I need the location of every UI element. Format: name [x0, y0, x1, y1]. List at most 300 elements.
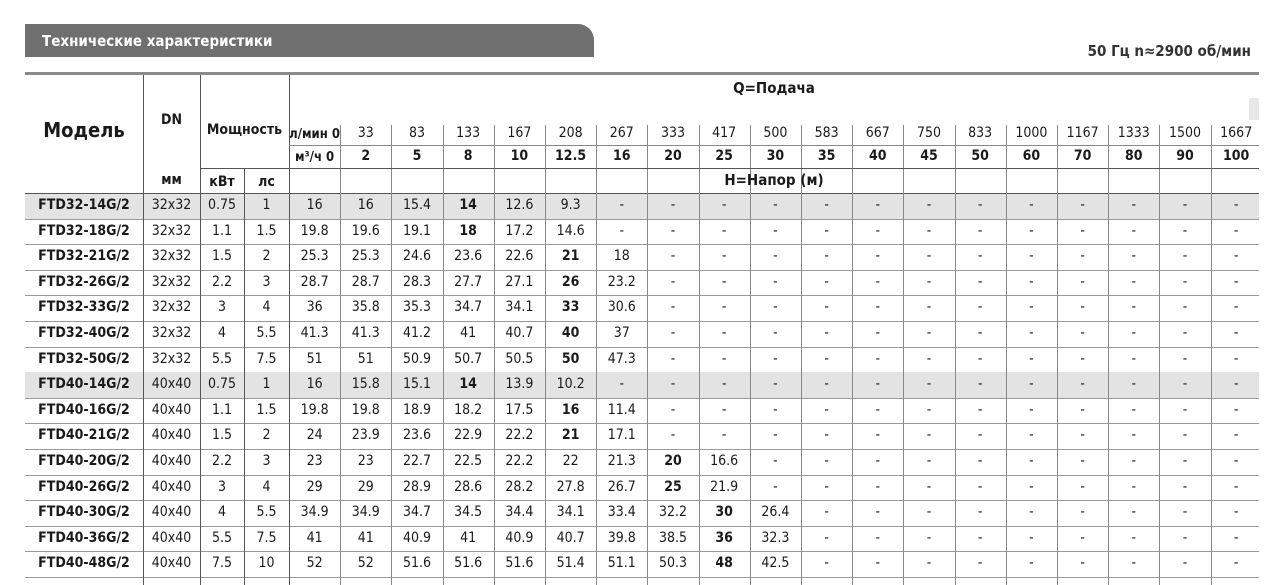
head-value: - [1182, 325, 1188, 341]
header-flow-title: Q=Подача [733, 79, 815, 97]
head-value: 25.3 [300, 248, 329, 265]
head-value: 40.7 [505, 325, 534, 341]
head-value: - [824, 273, 829, 290]
flow-lmin-value: 167 [507, 125, 532, 141]
head-value: - [926, 376, 932, 393]
head-value: 32.3 [761, 529, 790, 546]
model-kw: 1.5 [211, 248, 233, 265]
head-value: - [773, 453, 778, 469]
model-kw: 1.1 [211, 401, 233, 418]
model-kw: 1.1 [211, 222, 233, 239]
flow-lmin-value: 1500 [1168, 125, 1201, 141]
head-value: - [875, 401, 881, 418]
head-value: 34.5 [454, 504, 483, 521]
row-divider [25, 244, 1259, 245]
head-value: - [926, 453, 932, 469]
head-value: - [721, 376, 727, 393]
head-value: - [1182, 350, 1188, 367]
head-value: 34.1 [505, 299, 534, 316]
head-value: 32.2 [658, 504, 687, 521]
flow-m3h-value: 8 [463, 148, 473, 164]
row-divider [25, 270, 1259, 271]
head-value: 21 [561, 427, 580, 444]
head-value: - [824, 222, 829, 239]
head-value: - [1182, 248, 1188, 265]
head-value: 41 [306, 529, 323, 546]
head-value: - [1131, 504, 1137, 521]
flow-m3h-value: 60 [1022, 148, 1041, 164]
head-value: 16 [561, 401, 580, 418]
head-value: 36 [306, 299, 323, 316]
head-value: - [824, 555, 829, 572]
head-value: - [977, 376, 983, 393]
flow-lmin-value: 750 [916, 125, 941, 141]
model-hp: 1.5 [256, 222, 277, 239]
head-value: 21.3 [607, 453, 636, 469]
head-value: 39.8 [607, 529, 636, 546]
head-value: - [875, 248, 881, 265]
head-value: - [1182, 529, 1188, 546]
head-value: - [824, 529, 829, 546]
header-power-kw: кВт [209, 174, 235, 190]
head-value: - [1233, 376, 1239, 393]
flow-lmin-value: 667 [865, 125, 890, 141]
head-value: - [875, 273, 881, 290]
head-value: - [721, 427, 727, 444]
head-value: - [1182, 427, 1188, 444]
head-value: - [670, 401, 676, 418]
header-line [289, 145, 1259, 146]
head-value: - [875, 453, 881, 469]
flow-lmin-value: 583 [814, 125, 839, 141]
head-value: - [773, 222, 778, 239]
frequency-label: 50 Гц n≈2900 об/мин [1087, 42, 1251, 60]
head-value: - [1182, 299, 1188, 316]
head-value: - [1233, 350, 1239, 367]
flow-lmin-value: 1333 [1117, 125, 1150, 141]
head-value: - [1131, 350, 1137, 367]
head-value: 23.2 [607, 273, 636, 290]
head-value: - [619, 376, 625, 393]
head-value: - [670, 197, 676, 213]
model-name: FTD40-30G/2 [38, 504, 130, 521]
head-value: - [1131, 478, 1137, 495]
head-value: - [670, 299, 676, 316]
flow-m3h-value: 20 [664, 148, 682, 164]
head-value: - [670, 248, 676, 265]
head-value: 34.9 [351, 504, 380, 521]
head-value: 20 [664, 453, 682, 469]
flow-m3h-value: 50 [971, 148, 989, 164]
head-value: - [926, 529, 932, 546]
flow-m3h-value: 25 [715, 148, 733, 164]
header-bottom-line [25, 193, 1259, 194]
head-value: - [824, 427, 829, 444]
flow-lmin-value: 208 [558, 125, 583, 141]
model-dn: 32x32 [151, 222, 192, 239]
head-value: - [977, 427, 983, 444]
head-value: 34.7 [454, 299, 483, 316]
head-value: 50.7 [454, 350, 483, 367]
flow-lmin-value: 267 [609, 125, 634, 141]
head-value: - [1029, 427, 1034, 444]
model-name: FTD32-26G/2 [38, 273, 130, 290]
head-value: - [721, 197, 727, 213]
head-value: 35.3 [402, 299, 431, 316]
head-value: - [875, 504, 881, 521]
header-lmin-label: л/мин 0 [289, 127, 341, 142]
head-value: - [824, 453, 829, 469]
flow-m3h-value: 70 [1073, 148, 1092, 164]
head-value: 22.2 [505, 427, 534, 444]
head-value: 50 [561, 350, 580, 367]
head-value: 19.6 [351, 222, 380, 239]
head-value: - [875, 222, 881, 239]
header-line [200, 168, 289, 169]
head-value: - [977, 555, 983, 572]
head-value: 27.1 [505, 273, 534, 290]
head-value: 15.1 [402, 376, 431, 393]
head-value: 14 [459, 376, 477, 393]
model-name: FTD40-16G/2 [38, 401, 130, 418]
model-name: FTD40-14G/2 [38, 376, 130, 393]
head-value: 18.9 [402, 401, 431, 418]
header-m3h-label: м³/ч 0 [294, 150, 335, 165]
head-value: - [773, 273, 778, 290]
head-value: - [1080, 504, 1085, 521]
model-name: FTD40-26G/2 [38, 478, 130, 495]
head-value: - [773, 350, 778, 367]
head-value: - [1182, 376, 1188, 393]
head-value: - [926, 504, 932, 521]
head-value: - [1233, 273, 1239, 290]
head-value: - [1233, 427, 1239, 444]
head-value: - [977, 478, 983, 495]
head-value: - [1029, 401, 1034, 418]
head-value: 40.9 [505, 529, 534, 546]
head-value: 19.1 [402, 222, 431, 239]
flow-lmin-value: 833 [968, 125, 993, 141]
head-value: - [926, 248, 932, 265]
head-value: 41.3 [300, 325, 329, 341]
model-kw: 2.2 [211, 453, 233, 469]
head-value: - [926, 555, 932, 572]
model-hp: 7.5 [256, 350, 277, 367]
head-value: 51.6 [402, 555, 431, 572]
head-value: - [1029, 453, 1034, 469]
head-value: - [875, 427, 881, 444]
model-hp: 2 [262, 427, 271, 444]
head-value: - [1131, 453, 1137, 469]
head-value: - [824, 248, 829, 265]
head-value: - [1131, 197, 1137, 213]
head-value: - [824, 401, 829, 418]
head-value: 47.3 [607, 350, 636, 367]
head-value: 41 [460, 529, 477, 546]
model-name: FTD32-50G/2 [38, 350, 130, 367]
head-value: 14 [459, 197, 477, 213]
header-corner-shade [1249, 98, 1259, 120]
head-value: - [926, 273, 932, 290]
row-divider [25, 423, 1259, 424]
head-value: - [1131, 529, 1137, 546]
head-value: 42.5 [761, 555, 790, 572]
model-dn: 40x40 [151, 401, 192, 418]
header-rule [25, 72, 1259, 75]
head-value: - [1080, 273, 1085, 290]
row-divider [25, 347, 1259, 348]
head-value: 17.2 [505, 222, 534, 239]
head-value: 9.3 [560, 197, 581, 213]
head-value: - [1080, 299, 1085, 316]
model-name: FTD40-48G/2 [38, 555, 130, 572]
head-value: - [773, 427, 778, 444]
model-dn: 32x32 [151, 273, 192, 290]
head-value: - [875, 197, 881, 213]
model-kw: 0.75 [207, 376, 237, 393]
model-kw: 3 [217, 299, 226, 316]
head-value: 12.6 [505, 197, 534, 213]
head-value: - [977, 222, 983, 239]
head-value: 29 [357, 478, 374, 495]
model-name: FTD32-14G/2 [38, 197, 130, 213]
head-value: 17.5 [505, 401, 534, 418]
head-value: - [721, 222, 727, 239]
flow-lmin-value: 1167 [1066, 125, 1099, 141]
head-value: 35.8 [351, 299, 380, 316]
head-value: - [670, 325, 676, 341]
head-value: - [1131, 401, 1137, 418]
head-value: - [926, 478, 932, 495]
header-power-hp: лс [258, 174, 275, 190]
head-value: 48 [715, 555, 733, 572]
head-value: 13.9 [505, 376, 534, 393]
flow-lmin-value: 133 [456, 125, 481, 141]
head-value: - [824, 478, 829, 495]
head-value: - [926, 222, 932, 239]
head-value: 11.4 [607, 401, 636, 418]
head-value: - [1029, 529, 1034, 546]
model-dn: 40x40 [151, 555, 192, 572]
head-value: - [1131, 299, 1137, 316]
head-value: 52 [306, 555, 323, 572]
head-value: 40.7 [556, 529, 585, 546]
head-value: 19.8 [351, 401, 380, 418]
model-hp: 3 [262, 273, 271, 290]
head-value: - [1080, 376, 1085, 393]
head-value: 22.2 [505, 453, 534, 469]
head-value: - [875, 529, 881, 546]
head-value: 28.7 [351, 273, 380, 290]
model-dn: 32x32 [151, 248, 192, 265]
head-value: 36 [715, 529, 733, 546]
head-value: - [1029, 248, 1034, 265]
head-value: 37 [613, 325, 630, 341]
head-value: 15.4 [402, 197, 431, 213]
head-value: - [926, 350, 932, 367]
head-value: - [1233, 248, 1239, 265]
head-value: 19.8 [300, 222, 329, 239]
head-value: 18.2 [454, 401, 483, 418]
head-value: - [670, 376, 676, 393]
model-name: FTD40-20G/2 [38, 453, 130, 469]
head-value: 34.1 [556, 504, 585, 521]
head-value: - [824, 325, 829, 341]
head-value: - [1182, 555, 1188, 572]
head-value: 22.7 [402, 453, 431, 469]
head-value: 33.4 [607, 504, 636, 521]
head-value: - [1233, 299, 1239, 316]
head-value: - [670, 427, 676, 444]
header-dn-unit: мм [161, 172, 182, 188]
flow-m3h-value: 90 [1176, 148, 1194, 164]
model-kw: 1.5 [211, 427, 233, 444]
head-value: - [875, 555, 881, 572]
head-value: - [824, 376, 829, 393]
model-hp: 4 [262, 299, 271, 316]
head-value: 26 [561, 273, 580, 290]
head-value: 30 [715, 504, 733, 521]
header-power: Мощность [206, 122, 283, 138]
head-value: - [1029, 197, 1034, 213]
model-kw: 4 [217, 504, 226, 521]
flow-m3h-value: 30 [766, 148, 785, 164]
row-divider [25, 500, 1259, 501]
row-divider [25, 321, 1259, 322]
head-value: - [824, 299, 829, 316]
head-value: 16 [306, 376, 323, 393]
head-value: 16 [357, 197, 374, 213]
head-value: 51.1 [607, 555, 636, 572]
head-value: - [875, 299, 881, 316]
head-value: - [926, 299, 932, 316]
flow-lmin-value: 83 [408, 125, 425, 141]
model-dn: 40x40 [151, 529, 192, 546]
head-value: 51.6 [505, 555, 534, 572]
head-value: 52 [357, 555, 374, 572]
head-value: 40.9 [402, 529, 431, 546]
head-value: - [977, 197, 983, 213]
head-value: 22.5 [454, 453, 483, 469]
head-value: - [1080, 350, 1085, 367]
head-value: - [1233, 222, 1239, 239]
head-value: 38.5 [658, 529, 687, 546]
flow-m3h-value: 12.5 [555, 148, 587, 164]
head-value: - [824, 350, 829, 367]
head-value: - [1029, 504, 1034, 521]
head-value: - [1233, 453, 1239, 469]
head-value: 23 [357, 453, 374, 469]
model-dn: 40x40 [151, 376, 192, 393]
model-kw: 5.5 [211, 529, 233, 546]
head-value: - [1233, 325, 1239, 341]
head-value: - [977, 401, 983, 418]
head-value: 34.4 [505, 504, 534, 521]
head-value: - [1080, 325, 1085, 341]
head-value: - [977, 299, 983, 316]
model-hp: 5.5 [256, 325, 277, 341]
head-value: - [1182, 453, 1188, 469]
flow-m3h-value: 10 [510, 148, 529, 164]
model-dn: 32x32 [151, 197, 192, 213]
head-value: - [1131, 248, 1137, 265]
head-value: - [619, 197, 625, 213]
head-value: - [1029, 325, 1034, 341]
head-value: - [926, 427, 932, 444]
flow-m3h-value: 2 [361, 148, 371, 164]
head-value: - [721, 248, 727, 265]
model-kw: 2.2 [211, 273, 233, 290]
head-value: 30.6 [607, 299, 636, 316]
head-value: 26.7 [607, 478, 636, 495]
head-value: 29 [306, 478, 323, 495]
model-kw: 4 [217, 325, 226, 341]
model-kw: 5.5 [211, 350, 233, 367]
head-value: 34.7 [402, 504, 431, 521]
head-value: 23.9 [351, 427, 380, 444]
head-value: - [721, 401, 727, 418]
model-kw: 3 [217, 478, 226, 495]
head-value: 24 [306, 427, 323, 444]
head-value: 41 [357, 529, 374, 546]
head-value: 17.1 [607, 427, 636, 444]
head-value: - [619, 222, 625, 239]
model-dn: 32x32 [151, 299, 192, 316]
head-value: 40 [561, 325, 580, 341]
header-line [289, 168, 1259, 169]
head-value: 25.3 [351, 248, 380, 265]
head-value: - [977, 529, 983, 546]
head-value: 21.9 [710, 478, 739, 495]
head-value: - [773, 478, 778, 495]
model-hp: 2 [262, 248, 271, 265]
flow-lmin-value: 333 [660, 125, 685, 141]
head-value: 24.6 [402, 248, 431, 265]
head-value: - [977, 248, 983, 265]
head-value: 28.3 [402, 273, 431, 290]
head-value: - [926, 401, 932, 418]
head-value: 23.6 [402, 427, 431, 444]
head-value: - [1029, 273, 1034, 290]
head-value: 50.5 [505, 350, 534, 367]
head-value: - [1029, 478, 1034, 495]
header-head-title: H=Напор (м) [724, 171, 824, 189]
head-value: 25 [664, 478, 682, 495]
head-value: 28.6 [454, 478, 483, 495]
head-value: 10.2 [556, 376, 585, 393]
head-value: - [1080, 555, 1085, 572]
head-value: - [670, 222, 676, 239]
section-title-tab [25, 24, 594, 57]
head-value: - [1182, 273, 1188, 290]
head-value: 28.9 [402, 478, 431, 495]
head-value: - [977, 325, 983, 341]
head-value: - [1233, 555, 1239, 572]
model-dn: 32x32 [151, 350, 192, 367]
head-value: - [1029, 376, 1034, 393]
head-value: 15.8 [351, 376, 380, 393]
head-value: 22 [562, 453, 579, 469]
model-name: FTD40-36G/2 [38, 529, 130, 546]
head-value: 41.3 [351, 325, 380, 341]
head-value: - [1080, 197, 1085, 213]
head-value: - [1233, 504, 1239, 521]
model-name: FTD32-18G/2 [38, 222, 130, 239]
model-name: FTD32-21G/2 [38, 248, 130, 265]
model-hp: 7.5 [256, 529, 277, 546]
row-divider [25, 526, 1259, 527]
head-value: - [1080, 478, 1085, 495]
